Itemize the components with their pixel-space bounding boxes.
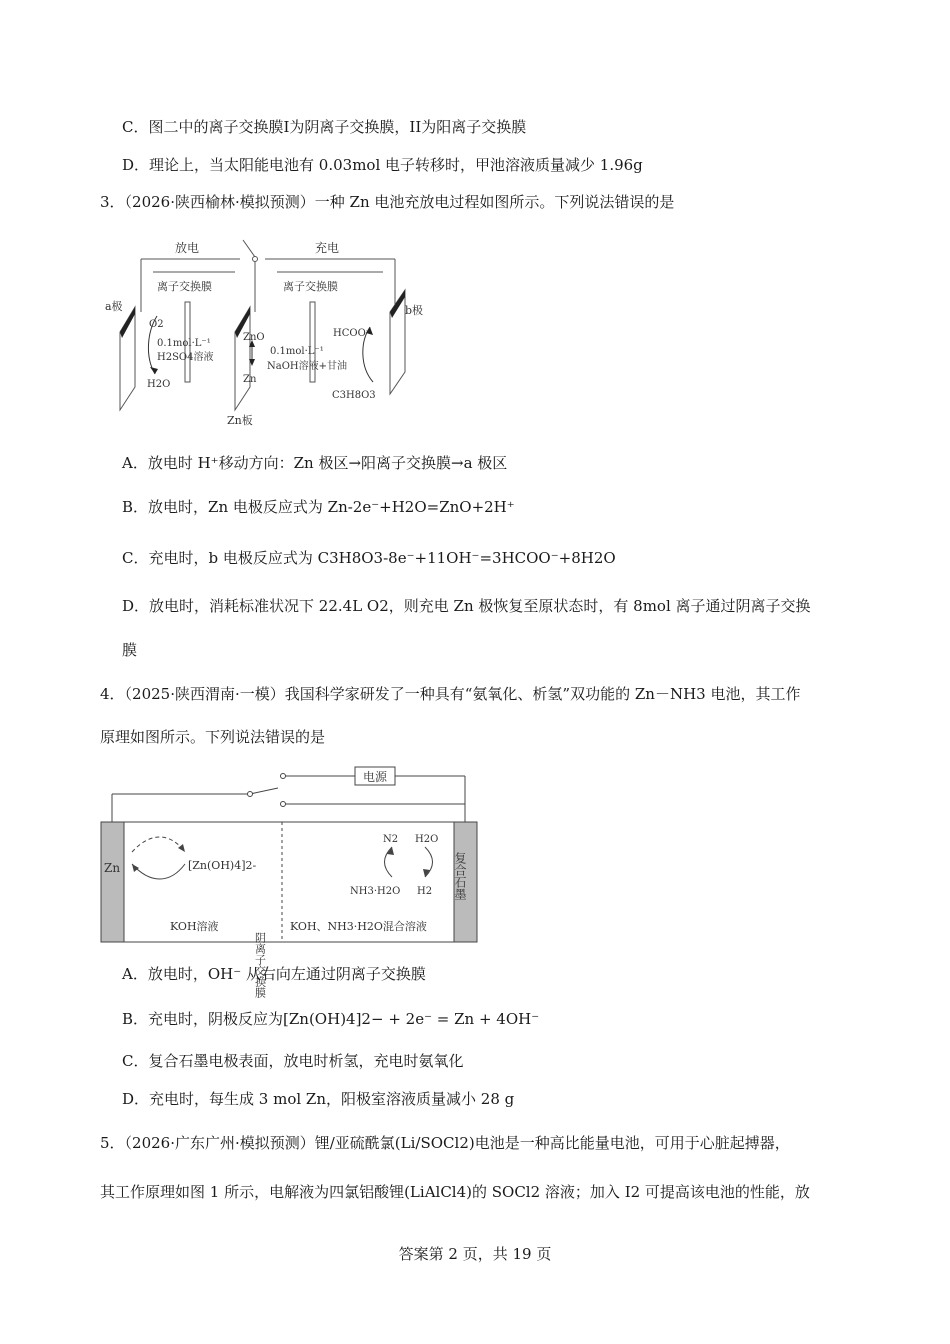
fig3-hcoo-label: HCOO⁻ [333, 328, 372, 339]
q4-option-a: A．放电时，OH⁻ 从右向左通过阴离子交换膜 [122, 965, 426, 983]
q4-stem-line2: 原理如图所示。下列说法错误的是 [100, 728, 326, 746]
fig4-n2-label: N2 [383, 834, 399, 845]
fig3-right-solution-label: NaOH溶液+甘油 [267, 361, 348, 372]
fig3-zn-plate-label: Zn板 [227, 414, 253, 427]
fig3-electrode-b-label: b极 [405, 304, 424, 317]
fig3-discharge-label: 放电 [175, 241, 200, 255]
fig3-left-solution-label: H2SO4溶液 [157, 352, 214, 363]
q4-stem-line1: 4．（2025·陕西渭南·一模）我国科学家研发了一种具有“氨氧化、析氢”双功能的 Zn－NH3 电池，其工作 [100, 685, 801, 703]
fig4-nh3h2o-label: NH3·H2O [350, 886, 401, 897]
fig3-glycerol-label: C3H8O3 [332, 390, 376, 401]
q3-option-a: A．放电时 H⁺移动方向：Zn 极区→阳离子交换膜→a 极区 [122, 454, 508, 472]
fig3-zn-label: Zn [243, 374, 257, 385]
fig4-left-solution-label: KOH溶液 [170, 920, 219, 933]
fig3-electrode-a-label: a极 [105, 300, 123, 313]
fig3-o2-label: O2 [149, 319, 164, 330]
q5-stem-line1: 5．（2026·广东广州·模拟预测）锂/亚硫酰氯(Li/SOCl2)电池是一种高比能量电池，可用于心脏起搏器， [100, 1134, 790, 1152]
q3-option-d-line1: D．放电时，消耗标准状况下 22.4L O2，则充电 Zn 极恢复至原状态时，有 8mol 离子通过阴离子交换 [122, 597, 811, 615]
fig4-complex-label: [Zn(OH)4]2- [188, 859, 257, 872]
fig3-left-conc-label: 0.1mol·L⁻¹ [157, 338, 211, 349]
q4-option-b: B．充电时，阴极反应为[Zn(OH)4]2− + 2e⁻ = Zn + 4OH⁻ [122, 1010, 540, 1028]
fig3-zno-label: ZnO [243, 332, 265, 343]
q3-option-c: C．充电时，b 电极反应式为 C3H8O3-8e⁻+11OH⁻=3HCOO⁻+8H2O [122, 549, 616, 567]
fig4-power-label: 电源 [363, 770, 388, 784]
fig4-right-electrode-label: 复合石墨 [453, 852, 467, 900]
fig4-membrane-label: 阴离子交换膜 [253, 932, 267, 998]
fig3-charge-label: 充电 [315, 241, 340, 255]
page-footer: 答案第 2 页，共 19 页 [398, 1245, 552, 1263]
q3-stem: 3．（2026·陕西榆林·模拟预测）一种 Zn 电池充放电过程如图所示。下列说法错误的是 [100, 193, 675, 211]
fig4-right-solution-label: KOH、NH3·H2O混合溶液 [290, 920, 427, 933]
fig3-h2o-label: H2O [147, 379, 171, 390]
fig3-right-conc-label: 0.1mol·L⁻¹ [270, 346, 324, 357]
q4-option-c: C．复合石墨电极表面，放电时析氢，充电时氨氧化 [122, 1052, 464, 1070]
fig3-membrane1-label: 离子交换膜 [157, 280, 212, 293]
q5-stem-line2: 其工作原理如图 1 所示，电解液为四氯铝酸锂(LiAlCl4)的 SOCl2 溶液；加入 I2 可提高该电池的性能，放 [100, 1183, 810, 1201]
fig3-membrane2-label: 离子交换膜 [283, 280, 338, 293]
q2-option-d: D．理论上，当太阳能电池有 0.03mol 电子转移时，甲池溶液质量减少 1.96g [122, 156, 643, 174]
fig4-zn-label: Zn [104, 861, 121, 875]
fig4-h2o-label: H2O [415, 834, 439, 845]
q3-option-b: B．放电时，Zn 电极反应式为 Zn-2e⁻+H2O=ZnO+2H⁺ [122, 498, 515, 516]
q3-option-d-line2: 膜 [122, 641, 138, 659]
q4-option-d: D．充电时，每生成 3 mol Zn，阳极室溶液质量减小 28 g [122, 1090, 515, 1108]
q3-battery-diagram [105, 232, 435, 432]
q2-option-c: C．图二中的离子交换膜I为阴离子交换膜，II为阳离子交换膜 [122, 118, 527, 136]
fig4-h2-label: H2 [417, 886, 433, 897]
